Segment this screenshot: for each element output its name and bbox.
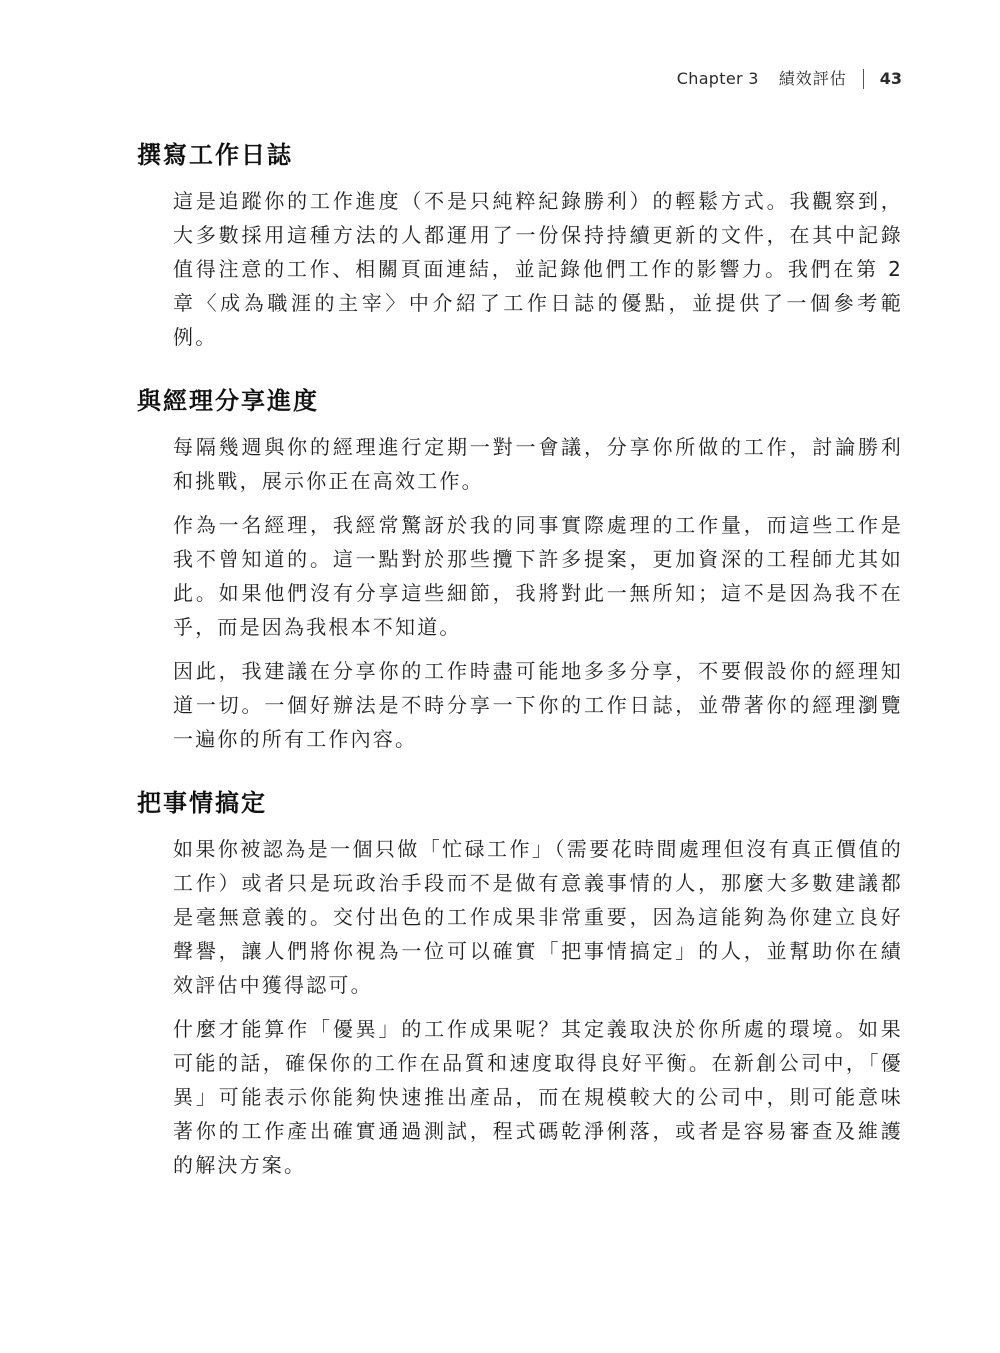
header-divider [863, 69, 864, 89]
section-work-log [137, 138, 903, 354]
page-body [137, 138, 903, 1182]
paragraph: 如果你被認為是一個只做「忙碌工作」（需要花時間處理但沒有真正價值的工作）或者只是玩政治手段而不是做有意義事情的人，那麼大多數建議都是毫無意義的。交付出色的工作成果非常重要，因為這能夠為你建立良好聲譽，讓人們將你視為一位可以確實「把事情搞定」的人，並幫助你在績效評估中獲得認可。 [173, 837, 903, 997]
running-header [677, 66, 902, 92]
chapter-label: Chapter 3 [676, 69, 759, 88]
paragraph: 什麼才能算作「優異」的工作成果呢？其定義取決於你所處的環境。如果可能的話，確保你的工作在品質和速度取得良好平衡。在新創公司中，「優異」可能表示你能夠快速推出產品，而在規模較大的公司中，則可能意味著你的工作產出確實通過測試，程式碼乾淨俐落，或者是容易審查及維護的解決方案。 [173, 1017, 903, 1177]
section-heading: 撰寫工作日誌 [137, 141, 293, 169]
paragraph: 因此，我建議在分享你的工作時盡可能地多多分享，不要假設你的經理知道一切。一個好辦法是不時分享一下你的工作日誌，並帶著你的經理瀏覽一遍你的所有工作內容。 [173, 659, 903, 751]
section-share-progress [137, 384, 903, 756]
paragraph: 每隔幾週與你的經理進行定期一對一會議，分享你所做的工作，討論勝利和挑戰，展示你正在高效工作。 [173, 435, 903, 493]
section-heading: 把事情搞定 [137, 789, 267, 817]
page-number: 43 [879, 69, 902, 88]
section-heading: 與經理分享進度 [137, 387, 319, 415]
section-get-things-done [137, 786, 903, 1182]
chapter-title: 績效評估 [778, 69, 847, 88]
paragraph: 作為一名經理，我經常驚訝於我的同事實際處理的工作量，而這些工作是我不曾知道的。這一點對於那些攬下許多提案，更加資深的工程師尤其如此。如果他們沒有分享這些細節，我將對此一無所知；這不是因為我不在乎，而是因為我根本不知道。 [173, 513, 903, 639]
paragraph: 這是追蹤你的工作進度（不是只純粹紀錄勝利）的輕鬆方式。我觀察到，大多數採用這種方法的人都運用了一份保持持續更新的文件，在其中記錄值得注意的工作、相關頁面連結，並記錄他們工作的影響力。我們在第 2 章〈成為職涯的主宰〉中介紹了工作日誌的優點，並提供了一個參考範例。 [173, 189, 903, 349]
